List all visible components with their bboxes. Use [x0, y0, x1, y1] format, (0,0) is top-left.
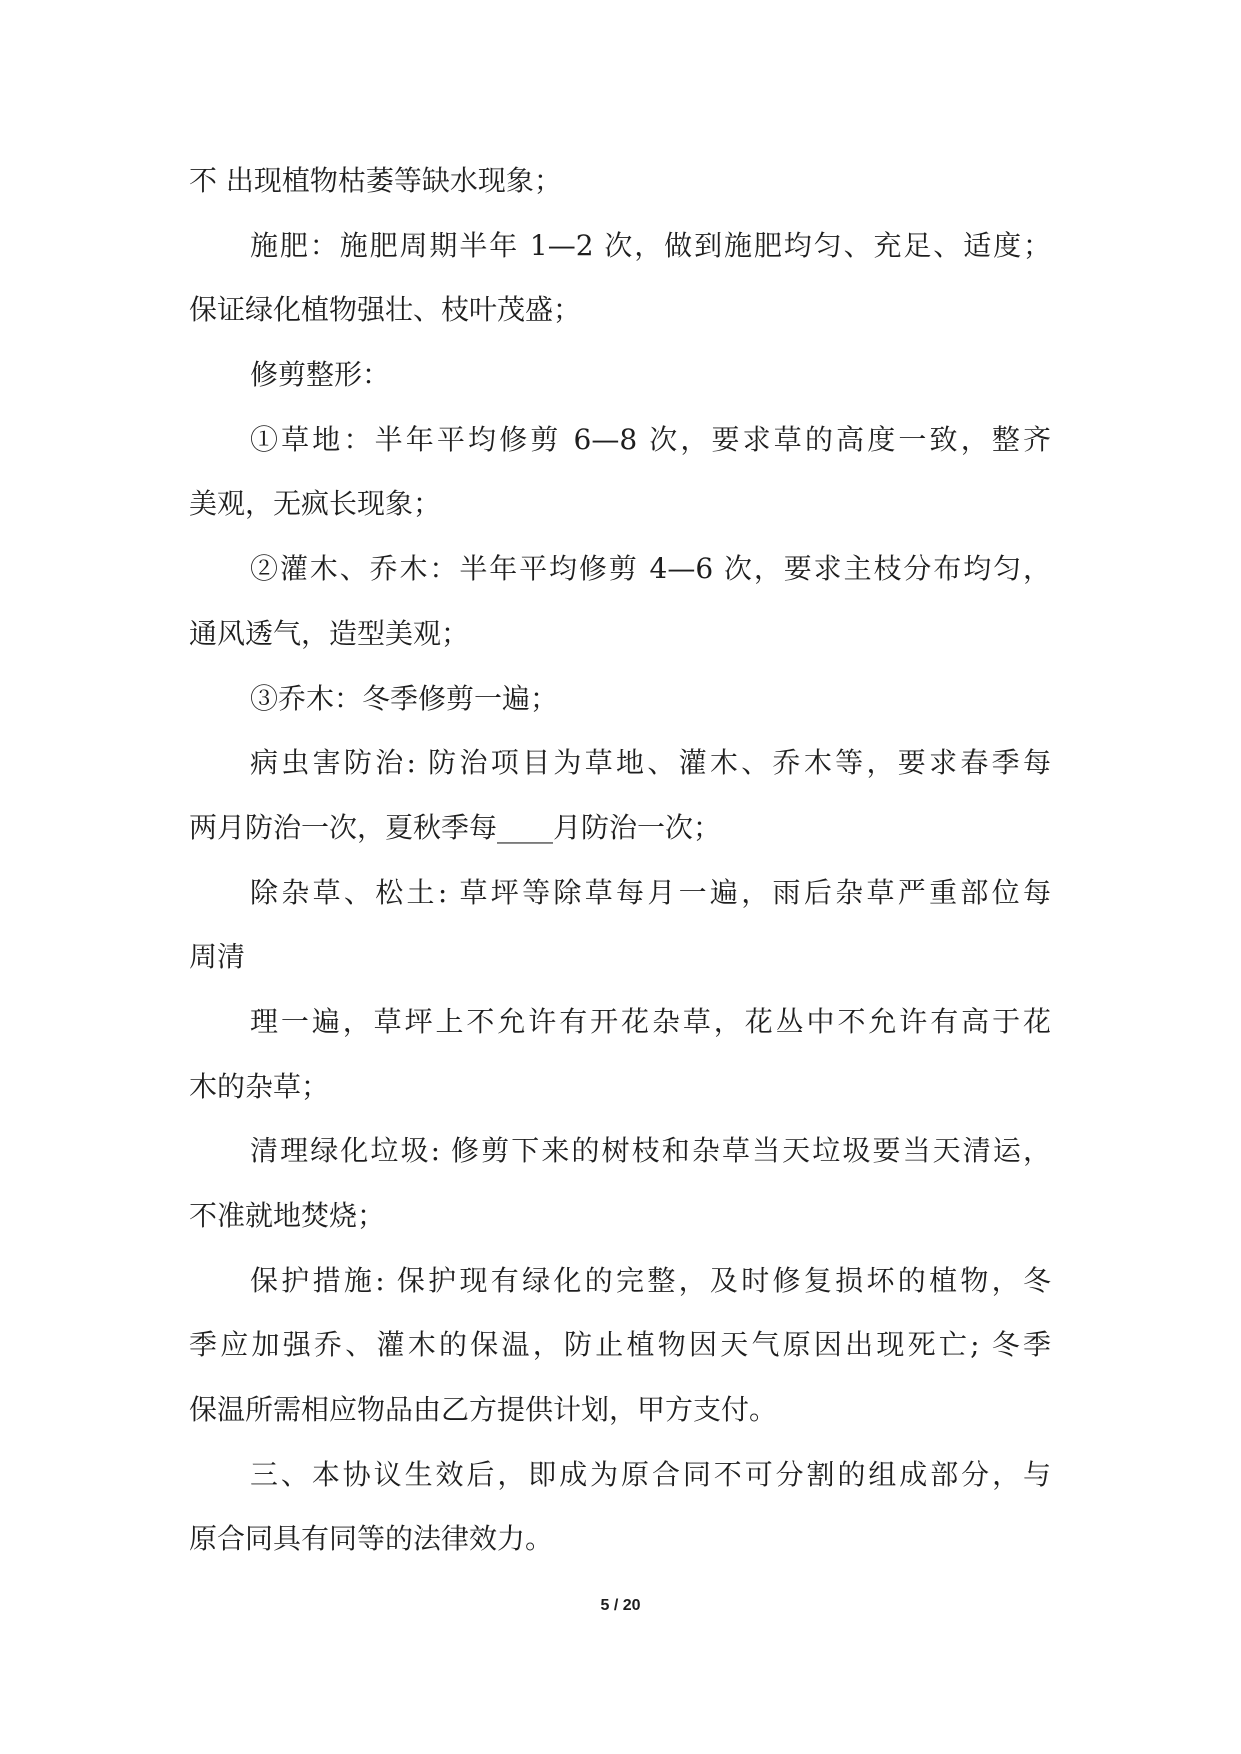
- text-line: 保温所需相应物品由乙方提供计划，甲方支付。: [189, 1393, 778, 1427]
- document-body: [189, 149, 1051, 1572]
- text-line: 不准就地焚烧；: [189, 1199, 386, 1232]
- text-line: 施肥：施肥周期半年 1—2 次，做到施肥均匀、充足、适度；: [250, 228, 1051, 262]
- text-line: ①草地：半年平均修剪 6—8 次，要求草的高度一致，整齐: [250, 422, 1051, 456]
- paragraph: [189, 1119, 1051, 1248]
- text-line: 季应加强乔、灌木的保温，防止植物因天气原因出现死亡; 冬季: [189, 1328, 1051, 1362]
- text-line: 不 出现植物枯萎等缺水现象；: [189, 164, 562, 197]
- text-line: 周清: [189, 940, 246, 974]
- paragraph: [189, 861, 1051, 990]
- text-line: 通风透气，造型美观；: [189, 616, 470, 650]
- text-line: 美观，无疯长现象；: [189, 487, 442, 521]
- page-number: 5 / 20: [600, 1597, 641, 1614]
- paragraph: [189, 408, 1051, 537]
- paragraph: [189, 537, 1051, 666]
- text-line: 清理绿化垃圾: 修剪下来的树枝和杂草当天垃圾要当天清运，: [250, 1134, 1051, 1168]
- text-line: 原合同具有同等的法律效力。: [189, 1522, 554, 1556]
- text-line: 保证绿化植物强壮、枝叶茂盛；: [189, 293, 582, 327]
- text-line: 修剪整形：: [250, 358, 391, 392]
- text-line: 两月防治一次，夏秋季每____月防治一次；: [189, 810, 722, 844]
- text-line: 木的杂草；: [189, 1069, 330, 1103]
- text-line: 三、本协议生效后，即成为原合同不可分割的组成部分，与: [250, 1457, 1051, 1491]
- text-line: 理一遍，草坪上不允许有开花杂草，花丛中不允许有高于花: [250, 1004, 1051, 1038]
- text-line: 保护措施: 保护现有绿化的完整，及时修复损坏的植物，冬: [250, 1263, 1051, 1297]
- text-line: 病虫害防治: 防治项目为草地、灌木、乔木等，要求春季每: [250, 746, 1051, 780]
- paragraph: [189, 343, 1051, 408]
- paragraph: [189, 990, 1051, 1119]
- paragraph: [189, 149, 1051, 214]
- text-line: ③乔木：冬季修剪一遍；: [250, 681, 559, 715]
- paragraph: [189, 667, 1051, 732]
- paragraph: [189, 1249, 1051, 1443]
- paragraph: [189, 1443, 1051, 1572]
- text-line: 除杂草、松土: 草坪等除草每月一遍，雨后杂草严重部位每: [250, 875, 1051, 909]
- paragraph: [189, 214, 1051, 343]
- text-line: ②灌木、乔木：半年平均修剪 4—6 次，要求主枝分布均匀，: [250, 552, 1051, 586]
- paragraph: [189, 731, 1051, 860]
